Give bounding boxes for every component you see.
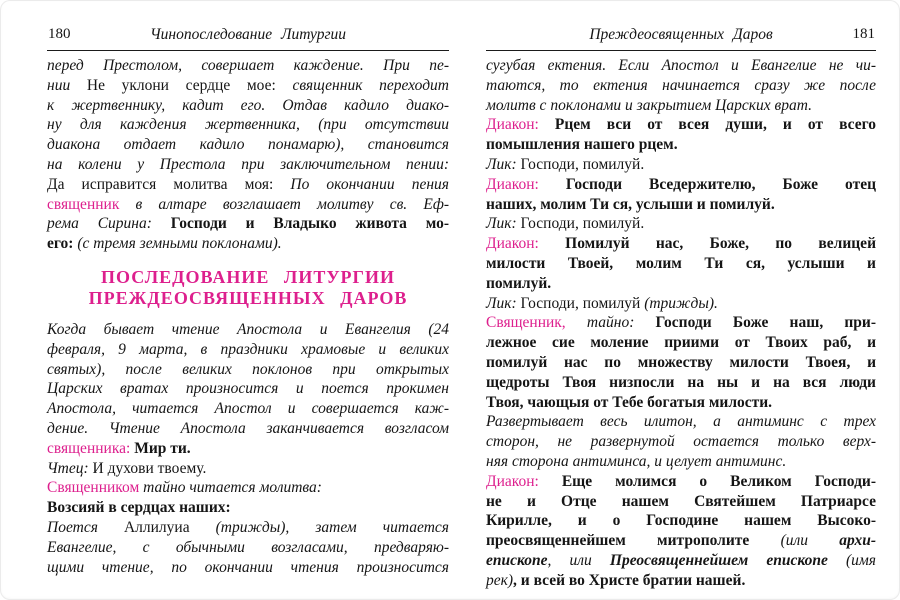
text-line: [486, 353, 876, 373]
page-left: [47, 26, 449, 577]
text-segment: святых), после великих поклонов при открытых: [47, 360, 449, 378]
text-line: [486, 96, 876, 116]
text-line: [486, 333, 876, 353]
text-line: [486, 511, 876, 531]
text-line: [486, 492, 876, 512]
text-segment: Господи, помилуй.: [520, 215, 645, 233]
text-line: [47, 135, 449, 155]
text-segment: ну для каждения жертвенника, (при отсутствии: [47, 116, 449, 134]
text-segment: Аллилуиа: [123, 518, 216, 536]
text-line: [47, 439, 449, 459]
section-heading: [47, 267, 449, 309]
text-segment: Возсияй в сердцах наших:: [47, 499, 231, 517]
text-segment: сторон, не развернутой остается только верх-: [486, 433, 876, 451]
text-line: [47, 399, 449, 419]
text-segment: , и всей во Христе братии нашей.: [513, 571, 746, 589]
text-line: [486, 531, 876, 551]
text-segment: Преосвященнейшем епископе: [609, 551, 846, 569]
text-line: [486, 214, 876, 234]
text-segment: епископе: [486, 551, 548, 569]
section-heading-line: ПРЕЖДЕОСВЯЩЕННЫХ ДАРОВ: [88, 287, 408, 308]
text-line: [486, 472, 876, 492]
text-line: [47, 320, 449, 340]
text-segment: И духови твоему.: [92, 459, 207, 477]
text-segment: няя сторона антиминса, и целует антиминс.: [486, 452, 787, 470]
text-segment: Священник,: [486, 314, 587, 332]
text-line: [486, 294, 876, 314]
text-segment: Лик:: [486, 215, 521, 233]
text-segment: сугубая ектения. Если Апостол и Евангелие не чи-: [486, 57, 876, 74]
text-segment: февраля, 9 марта, в праздники храмовые и великих: [47, 340, 449, 358]
text-segment: Господи, помилуй: [520, 294, 645, 312]
text-segment: в алтаре возглашает молитву св. Еф-: [135, 195, 449, 213]
text-line: [47, 76, 449, 96]
page-number: 180: [48, 26, 71, 42]
text-segment: (трижды), затем читается: [215, 518, 449, 536]
text-segment: Кирилле, и о Господине нашем Высоко-: [486, 512, 876, 530]
text-segment: лежное сие моление приими от Твоих раб, и: [486, 334, 876, 352]
text-segment: рема Сирина:: [47, 215, 171, 233]
text-line: [486, 234, 876, 254]
text-segment: наших, молим Ти ся, услыши и помилуй.: [486, 195, 775, 213]
text-segment: таются, то ектения начинается сразу же после: [486, 76, 876, 94]
text-line: [47, 214, 449, 234]
text-line: [47, 234, 449, 254]
page-number: 181: [852, 26, 875, 42]
text-segment: тайно читается молитва:: [143, 479, 322, 497]
text-line: [486, 76, 876, 96]
text-segment: Господи и Владыко живота мо-: [170, 215, 449, 233]
text-segment: диакона отдает кадило понамарю), становится: [47, 136, 449, 154]
text-segment: помилуй.: [486, 274, 552, 292]
text-segment: Диакон:: [486, 175, 566, 193]
text-segment: Апостола, читается Апостол и совершается каж-: [47, 400, 449, 418]
text-line: [47, 115, 449, 135]
text-line: [486, 393, 876, 413]
text-segment: Еще молимся о Великом Господи-: [561, 472, 876, 490]
text-segment: рек): [486, 571, 514, 589]
text-segment: священник: [47, 195, 136, 213]
text-segment: (трижды).: [644, 294, 718, 312]
text-line: [486, 571, 876, 591]
text-segment: Когда бывает чтение Апостола и Евангелия (24: [47, 320, 449, 338]
text-segment: нии: [47, 76, 87, 94]
text-segment: священник переходит: [292, 76, 449, 94]
page-header-right: [486, 26, 876, 51]
text-segment: перед Престолом, совершает каждение. При пе-: [47, 57, 449, 74]
text-line: [486, 56, 876, 76]
text-line: [47, 175, 449, 195]
text-segment: щими чтение, по окончании чтения произносится: [47, 558, 449, 576]
text-segment: (или: [780, 532, 840, 550]
text-segment: Мир ти.: [134, 439, 191, 457]
text-segment: Диакон:: [486, 235, 566, 253]
text-segment: , или: [547, 551, 610, 569]
text-segment: к жертвеннику, кадит его. Отдав кадило диако-: [47, 96, 449, 114]
text-segment: дение. Чтение Апостола заканчивается возгласом: [47, 419, 449, 437]
text-segment: Лик:: [486, 155, 521, 173]
text-segment: Господи Вседержителю, Боже отец: [565, 175, 877, 193]
text-segment: Не уклони сердце мое:: [86, 76, 293, 94]
text-segment: Да исправится молитва моя:: [47, 175, 291, 193]
text-segment: не и Отце нашем Святейшем Патриарсе: [486, 492, 876, 510]
text-segment: Развертывает весь илитон, а антиминс с трех: [486, 413, 876, 431]
page-body: [486, 54, 876, 591]
text-line: [486, 551, 876, 571]
text-segment: помышления нашего рцем.: [486, 136, 678, 154]
text-segment: тайно:: [586, 314, 656, 332]
text-segment: Царских вратах произносится и поется прокимен: [47, 380, 449, 398]
text-line: [47, 518, 449, 538]
text-line: [47, 459, 449, 479]
text-line: [47, 419, 449, 439]
text-segment: священника:: [47, 439, 135, 457]
text-segment: на колени у Престола при заключительном пении:: [47, 155, 449, 173]
text-line: [486, 175, 876, 195]
text-line: [47, 498, 449, 518]
text-segment: Священником: [47, 479, 144, 497]
page-header-left: [47, 26, 449, 51]
text-line: [47, 478, 449, 498]
running-title: Чинопоследование Литургии: [149, 26, 347, 43]
text-line: [47, 155, 449, 175]
text-line: [47, 538, 449, 558]
text-line: [486, 373, 876, 393]
text-segment: Поется: [47, 518, 124, 536]
page-right: [486, 26, 876, 591]
text-line: [486, 412, 876, 432]
text-line: [486, 274, 876, 294]
text-line: [47, 96, 449, 116]
text-segment: Господи, помилуй.: [520, 155, 645, 173]
text-segment: милости Твоей, молим Ти ся, услыши и: [486, 254, 876, 272]
text-segment: Твоя, чающыя от Тебе богатыя милости.: [486, 393, 773, 411]
text-line: [486, 155, 876, 175]
text-line: [47, 558, 449, 578]
text-line: [486, 115, 876, 135]
text-segment: (имя: [845, 551, 876, 569]
text-line: [47, 195, 449, 215]
text-segment: щедроты Твоя низпосли на ны и на вся люди: [486, 373, 876, 391]
text-line: [47, 360, 449, 380]
text-line: [47, 379, 449, 399]
text-line: [486, 195, 876, 215]
text-line: [47, 340, 449, 360]
text-line: [486, 452, 876, 472]
page-body: [47, 54, 449, 577]
text-segment: (с тремя земными поклонами).: [77, 235, 282, 253]
text-segment: преосвященнейшем митрополите: [486, 532, 781, 550]
text-segment: Диакон:: [486, 472, 562, 490]
running-title: Преждеосвященных Даров: [589, 26, 773, 43]
text-line: [486, 135, 876, 155]
text-line: [486, 313, 876, 333]
text-line: [47, 56, 449, 76]
section-heading-line: ПОСЛЕДОВАНИЕ ЛИТУРГИИ: [100, 266, 396, 287]
text-segment: Помилуй нас, Боже, по велицей: [565, 235, 876, 253]
text-line: [486, 254, 876, 274]
text-segment: Евангелие, с обычными возгласами, предваряю-: [47, 538, 449, 556]
text-segment: его:: [47, 235, 78, 253]
text-line: [486, 432, 876, 452]
text-segment: По окончании пения: [290, 175, 449, 193]
text-segment: архи-: [839, 532, 877, 550]
text-segment: помилуй нас по множеству милости Твоея, и: [486, 353, 876, 371]
text-segment: Лик:: [486, 294, 521, 312]
text-segment: Господи Боже наш, при-: [655, 314, 877, 332]
text-segment: Чтец:: [47, 459, 93, 477]
text-segment: Рцем вси от всея души, и от всего: [554, 116, 877, 134]
text-segment: Диакон:: [486, 116, 555, 134]
text-segment: молитв с поклонами и закрытием Царских врат.: [486, 96, 812, 114]
